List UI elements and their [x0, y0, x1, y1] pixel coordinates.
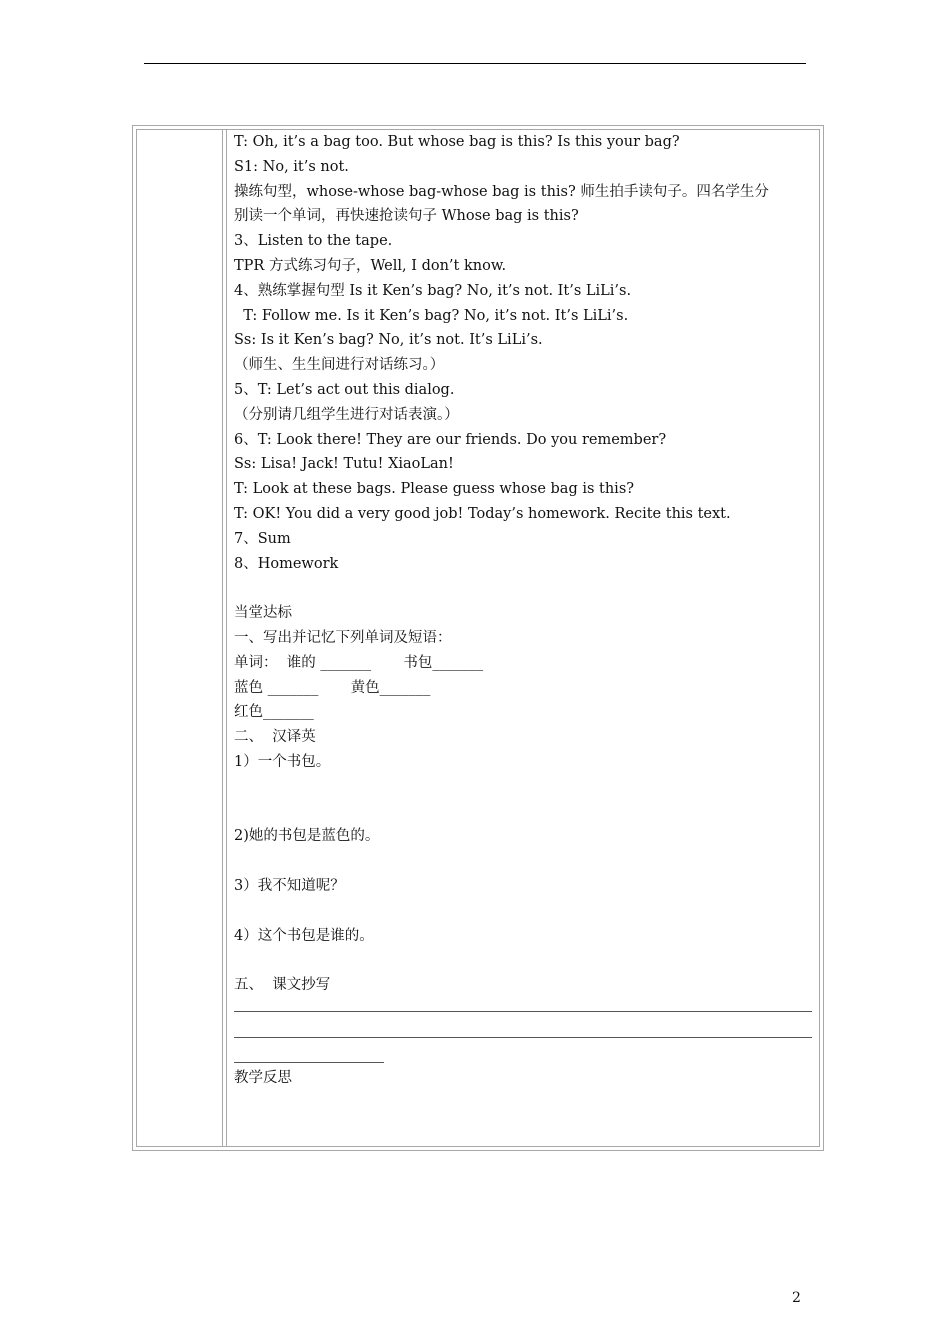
- text-line: 一、写出并记忆下列单词及短语：: [234, 629, 452, 646]
- text-line: [234, 899, 816, 924]
- text-line: 3）我不知道呢？: [234, 877, 345, 894]
- text-line: 4、熟练掌握句型 Is it Ken’s bag? No, it’s not. It’s LiLi’s.: [234, 282, 632, 299]
- text-line: 蓝色 _______ 黄色_______: [234, 679, 431, 696]
- text-line: 8、Homework: [234, 555, 339, 572]
- text-line: 五、 课文抄写: [234, 977, 331, 994]
- text-line: 7、Sum: [234, 530, 291, 547]
- text-line: T: Follow me. Is it Ken’s bag? No, it’s not. It’s LiLi’s.: [234, 307, 629, 324]
- text-line: [234, 800, 816, 825]
- text-line: Ss: Is it Ken’s bag? No, it’s not. It’s LiLi’s.: [234, 332, 543, 349]
- text-line: TPR 方式练习句子，Well, I don’t know.: [234, 257, 507, 274]
- text-line: 4）这个书包是谁的。: [234, 927, 374, 944]
- text-line: 1）一个书包。: [234, 753, 331, 770]
- text-line: T: OK! You did a very good job! Today’s homework. Recite this text.: [234, 505, 731, 522]
- text-line: Ss: Lisa! Jack! Tutu! XiaoLan!: [234, 456, 454, 473]
- text-line: S1: No, it’s not.: [234, 158, 349, 175]
- column-divider: [226, 129, 227, 1147]
- text-line: [234, 849, 816, 874]
- text-line: 6、T: Look there! They are our friends. Do you remember?: [234, 431, 667, 448]
- text-line: [234, 576, 816, 601]
- text-line: 别读一个单词，再快速抢读句子 Whose bag is this?: [234, 208, 579, 225]
- text-line: 操练句型，whose-whose bag-whose bag is this? 师生拍手读句子。四名学生分: [234, 183, 769, 200]
- column-divider: [222, 129, 223, 1147]
- header-rule: [144, 63, 806, 64]
- reflection-title: 教学反思: [234, 1069, 292, 1086]
- text-line: 二、 汉译英: [234, 729, 316, 746]
- text-line: 单词： 谁的 _______ 书包_______: [234, 654, 484, 671]
- text-line: （分别请几组学生进行对话表演。）: [234, 406, 459, 423]
- text-line: T: Look at these bags. Please guess whose bag is this?: [234, 481, 635, 498]
- text-line: （师生、生生间进行对话练习。）: [234, 357, 445, 374]
- text-line: 5、T: Let’s act out this dialog.: [234, 381, 455, 398]
- page-number: 2: [792, 1290, 801, 1306]
- text-line: 红色_______: [234, 704, 314, 721]
- text-line: [234, 775, 816, 800]
- section-title: 当堂达标: [234, 605, 292, 622]
- lesson-content: [234, 130, 816, 1091]
- text-line: 2)她的书包是蓝色的。: [234, 828, 380, 845]
- text-line: 3、Listen to the tape.: [234, 233, 393, 250]
- text-line: [234, 948, 816, 973]
- text-line: T: Oh, it’s a bag too. But whose bag is this? Is this your bag?: [234, 134, 680, 150]
